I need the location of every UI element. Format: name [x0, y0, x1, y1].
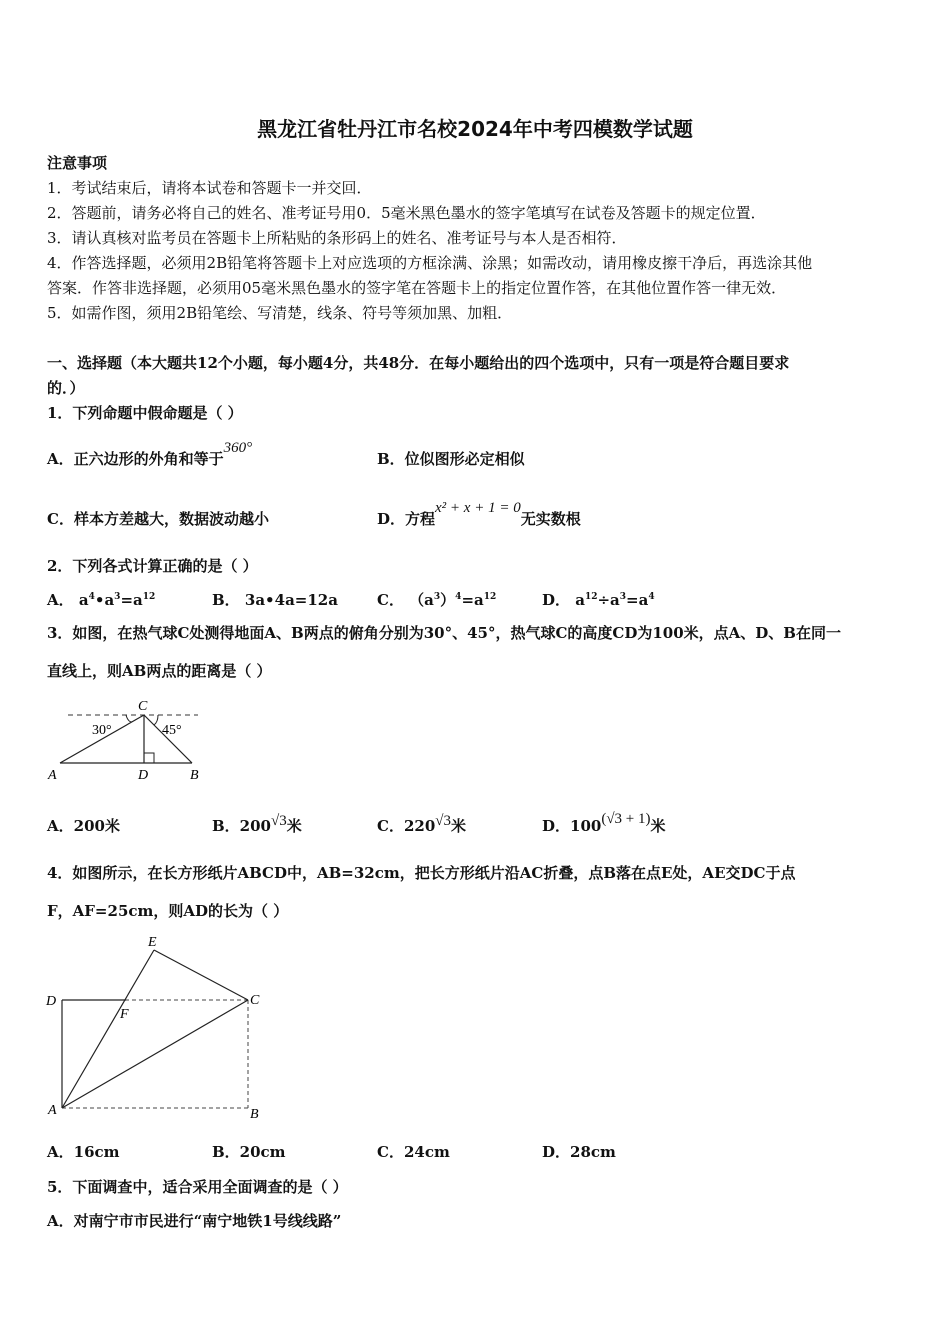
q2-a-part: •a	[94, 591, 115, 609]
q2-d-exp: 3	[619, 592, 627, 602]
q3-c-unit: 米	[450, 817, 466, 835]
q1-option-a-text: A．正六边形的外角和等于	[47, 450, 224, 468]
q2-d-part: D． a	[542, 591, 585, 609]
q4-label-b: B	[250, 1107, 259, 1122]
q2-d-part: =a	[626, 591, 649, 609]
q3-d-math: (√3 + 1)	[601, 811, 651, 827]
q2-option-a	[47, 589, 155, 610]
q3-option-b	[212, 815, 302, 836]
q4-label-d: D	[46, 994, 57, 1009]
q4-label-c: C	[250, 993, 260, 1008]
q2-a-part: A． a	[47, 591, 89, 609]
q3-option-d	[542, 811, 666, 836]
q5-stem: 5．下面调查中，适合采用全面调查的是（ ）	[47, 1178, 348, 1196]
q2-c-part: ）	[440, 591, 456, 609]
q4-line-ae	[62, 950, 154, 1108]
q4-line-ac	[62, 1000, 248, 1108]
q2-c-exp: 12	[483, 592, 497, 602]
q1-option-a-math: 360°	[223, 440, 253, 456]
section-heading-cont: 的．）	[47, 379, 85, 397]
q4-line-ec	[154, 950, 248, 1000]
q4-option-d: D．28cm	[542, 1143, 616, 1161]
q3-option-c	[377, 815, 466, 836]
q2-c-part: =a	[461, 591, 484, 609]
q3-stem-line2: 直线上，则AB两点的距离是（ ）	[47, 662, 272, 680]
q2-stem: 2．下列各式计算正确的是（ ）	[47, 557, 258, 575]
q4-figure	[40, 930, 280, 1125]
q4-option-b: B．20cm	[212, 1143, 286, 1161]
q1-option-d	[377, 500, 581, 529]
q3-b-text: B．200	[212, 817, 271, 835]
q2-a-exp: 12	[142, 592, 156, 602]
q2-option-d	[542, 589, 655, 610]
q3-d-text: D．100	[542, 817, 602, 835]
q4-stem-line1: 4．如图所示，在长方形纸片ABCD中，AB=32cm，把长方形纸片沿AC折叠，点B落在点E处，AE交DC于点	[47, 864, 796, 882]
q3-c-math: √3	[435, 813, 451, 829]
q1-option-c: C．样本方差越大，数据波动越小	[47, 510, 269, 528]
q2-d-part: ÷a	[597, 591, 620, 609]
notice-item: 答案．作答非选择题，必须用05毫米黑色墨水的签字笔在答题卡上的指定位置作答，在其他位置作答一律无效．	[47, 279, 787, 297]
q2-a-exp: 4	[88, 592, 95, 602]
q3-angle-45: 45°	[162, 723, 182, 738]
q1-option-d-suffix: 无实数根	[520, 510, 581, 528]
q3-right-angle-mark	[144, 753, 154, 763]
q3-stem-line1: 3．如图，在热气球C处测得地面A、B两点的俯角分别为30°、45°，热气球C的高度CD为100米，点A、D、B在同一	[47, 624, 841, 642]
q3-angle-arc-left	[126, 715, 132, 722]
q1-option-d-text: D．方程	[377, 510, 436, 528]
q3-c-text: C．220	[377, 817, 436, 835]
notice-item: 4．作答选择题，必须用2B铅笔将答题卡上对应选项的方框涂满、涂黑；如需改动，请用橡皮擦干净后，再选涂其他	[47, 254, 813, 272]
notice-heading: 注意事项	[47, 154, 108, 172]
q4-option-a: A．16cm	[47, 1143, 120, 1161]
q3-angle-30: 30°	[92, 723, 112, 738]
q1-option-b: B．位似图形必定相似	[377, 450, 525, 468]
q2-d-exp: 4	[648, 592, 655, 602]
notice-item: 2．答题前，请务必将自己的姓名、准考证号用0．5毫米黑色墨水的签字笔填写在试卷及答题卡的规定位置．	[47, 204, 766, 222]
page-title: 黑龙江省牡丹江市名校2024年中考四模数学试题	[257, 117, 693, 141]
q2-a-exp: 3	[114, 592, 121, 602]
q1-option-d-math: x² + x + 1 = 0	[435, 500, 521, 516]
q3-b-math: √3	[271, 813, 287, 829]
q3-b-unit: 米	[286, 817, 302, 835]
q4-label-f: F	[120, 1007, 129, 1022]
q2-a-part: =a	[120, 591, 143, 609]
q1-option-a	[47, 440, 253, 469]
q2-option-b: B． 3a•4a=12a	[212, 591, 338, 609]
q5-option-a: A．对南宁市市民进行“南宁地铁1号线线路”	[47, 1212, 342, 1230]
q2-c-exp: 4	[455, 592, 462, 602]
q3-label-b: B	[190, 768, 199, 783]
notice-item: 3．请认真核对监考员在答题卡上所粘贴的条形码上的姓名、准考证号与本人是否相符．	[47, 229, 627, 247]
q3-option-a: A．200米	[47, 817, 120, 835]
q4-stem-line2: F，AF=25cm，则AD的长为（ ）	[47, 902, 289, 920]
q3-label-d: D	[138, 768, 149, 783]
q4-option-c: C．24cm	[377, 1143, 450, 1161]
q1-stem: 1．下列命题中假命题是（ ）	[47, 404, 243, 422]
q4-label-a: A	[48, 1103, 57, 1118]
q3-label-c: C	[138, 699, 148, 714]
q3-d-unit: 米	[650, 817, 666, 835]
q2-d-exp: 12	[584, 592, 598, 602]
q3-label-a: A	[48, 768, 57, 783]
q2-option-c	[377, 589, 496, 610]
q3-figure	[40, 690, 220, 790]
q4-label-e: E	[148, 935, 157, 950]
notice-item: 1．考试结束后，请将本试卷和答题卡一并交回．	[47, 179, 372, 197]
section-heading: 一、选择题（本大题共12个小题，每小题4分，共48分．在每小题给出的四个选项中，只有一项是符合题目要求	[47, 354, 790, 372]
q2-c-exp: 3	[433, 592, 441, 602]
notice-item: 5．如需作图，须用2B铅笔绘、写清楚，线条、符号等须加黑、加粗．	[47, 304, 513, 322]
q2-c-part: C． （a	[377, 591, 434, 609]
q3-angle-arc-right	[154, 715, 158, 725]
